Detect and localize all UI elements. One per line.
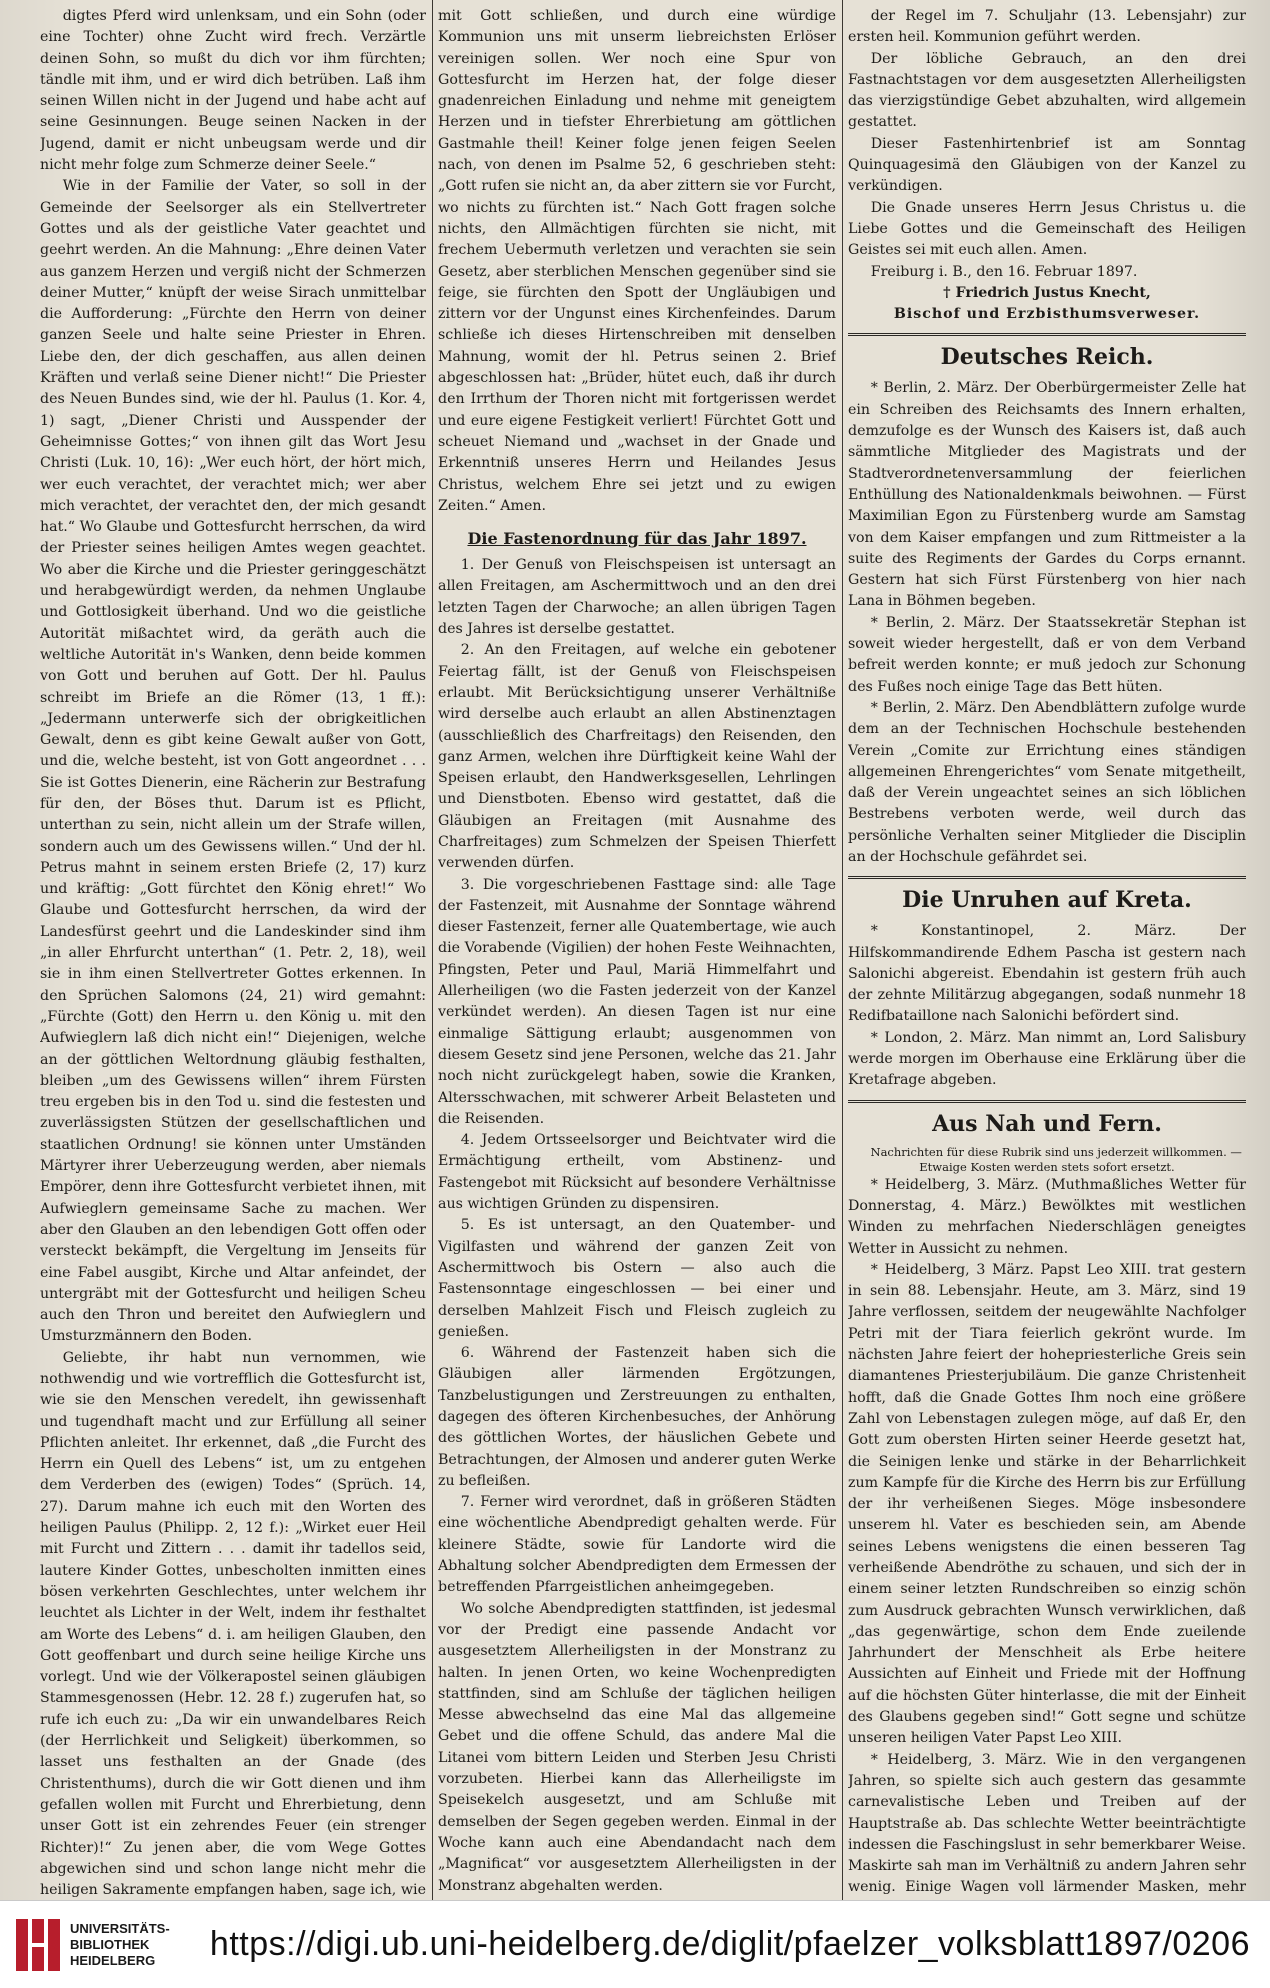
hirtenbrief-close bbox=[848, 6, 1246, 262]
nah-und-fern-note: Nachrichten für diese Rubrik sind uns jederzeit willkommen. — Etwaige Kosten werden stets sofort ersetzt. bbox=[870, 1144, 1242, 1174]
paragraph: 7. Ferner wird verordnet, daß in größeren Städten eine wöchentliche Abendpredigt gehalten werde. Für kleinere Städte, sowie für Landorte wird die Abhaltung solcher Abendpredigten dem Ermessen der betreffenden Pfarrgeistlichen anheimgegeben. bbox=[438, 1494, 836, 1596]
paragraph: Dieser Fastenhirtenbrief ist am Sonntag Quinquagesimä den Gläubigen von der Kanzel zu verkündigen. bbox=[848, 135, 1246, 195]
paragraph: Geliebte, ihr habt nun vernommen, wie nothwendig und wie vortrefflich die Gottesfurcht ist, wie sie den Menschen veredelt, ihn gewissenhaft und tugendhaft macht und zur Erfüllung all seiner Pflichten anleitet. Ihr erkennet, daß „die Furcht des Herrn ein Quell des Lebens“ ist, um zu entgehen dem Verderben des (ewigen) Todes“ (Sprüch. 14, 27). Darum mahne ich euch mit den Worten des heiligen Paulus (Philipp. 2, 12 f.): „Wirket euer Heil mit Furcht und Zittern . . . damit ihr tadellos seid, lautere Kinder Gottes, unbescholten inmitten eines bösen verkehrten Geschlechtes, unter welchem ihr leuchtet als Lichter in der Welt, indem ihr festhaltet am Worte des Lebens“ d. i. am heiligen Glauben, den Gott geoffenbart und durch seine heilige Kirche uns vorlegt. Und wie der Völkerapostel seinen gläubigen Stammesgenossen (Hebr. 12. 28 f.) zugerufen hat, so rufe ich euch zu: „Da wir ein unwandelbares Reich (der Herrlichkeit und Seligkeit) überkommen, so lasset uns festhalten an der Gnade (des Christenthums), durch die wir Gott dienen und ihm gefallen wollen mit Furcht und Ehrerbietung, denn unser Gott ist ein zehrendes Feuer (ein strenger Richter)!“ Zu jenen aber, die vom Wege Gottes abgewichen sind und schon lange nicht mehr die heiligen Sakramente empfangen haben, sage ich, wie bbox=[40, 1349, 426, 1899]
signature-title: Bischof und Erzbisthumsverweser. bbox=[893, 306, 1201, 323]
paragraph: Wie in der Familie der Vater, so soll in der Gemeinde der Seelsorger als ein Stellvertreter Gottes und als der geistliche Vater geachtet und geehrt werden. An die Mahnung: „Ehre deinen Vater aus ganzem Herzen und vergiß nicht der Schmerzen deiner Mutter,“ knüpft der weise Sirach unmittelbar die Aufforderung: „Fürchte den Herrn von deiner ganzen Seele und halte seine Priester in Ehren. Liebe den, der dich geschaffen, aus allen deinen Kräften und verlaß seine Diener nicht!“ Die Priester des Neuen Bundes sind, wie der hl. Paulus (1. Kor. 4, 1) sagt, „Diener Christi und Ausspender der Geheimnisse Gottes;“ von ihnen gilt das Wort Jesu Christi (Luk. 10, 16): „Wer euch hört, der hört mich, wer euch verachtet, der verachtet mich; wer aber mich verachtet, der verachtet den, der mich gesandt hat.“ Wo Glaube und Gottesfurcht herrschen, da wird der Priester seines heiligen Amtes wegen geachtet. Wo aber die Kirche und die Priester geringgeschätzt und herabgewürdigt werden, da nehmen Unglaube und Gottlosigkeit überhand. Und wo die geistliche Autorität mißachtet wird, da geräth auch die weltliche Autorität in's Wanken, denn beide kommen von Gott und beruhen auf Gott. Der hl. Paulus schreibt im Briefe an die Römer (13, 1 ff.): „Jedermann unterwerfe sich der obrigkeitlichen Gewalt, denn es gibt keine Gewalt außer von Gott, und die, welche besteht, ist von Gott angeordnet . . . Sie ist Gottes Dienerin, eine Rächerin zur Bestrafung für den, der Böses thut. Darum ist es Pflicht, unterthan zu sein, nicht allein um der Strafe willen, sondern auch um des Gewissens willen.“ Und der hl. Petrus mahnt in seinem ersten Briefe (2, 17) kurz und kräftig: „Gott fürchtet den König ehret!“ Wo Glaube und Gottesfurcht herrschen, da wird der Landesfürst geehrt und die Landeskinder sind ihm „in aller Ehrfurcht unterthan“ (1. Petr. 2, 18), weil sie in ihm einen Stellvertreter Gottes erkennen. In den Sprüchen Salomons (24, 21) wird gemahnt: „Fürchte (Gott) den Herrn u. den König u. mit den Aufwieglern laß dich nicht ein!“ Diejenigen, welche an der göttlichen Weltordnung gläubig festhalten, bleiben „um des Gewissens willen“ ihrem Fürsten treu ergeben bis in den Tod u. sind die festesten und zuverlässigsten Stützen der gesellschaftlichen und staatlichen Ordnung! sie können unter Umständen Märtyrer ihrer Ueberzeugung werden, aber niemals Empörer, denn ihre Gottesfurcht verbietet ihnen, mit Aufwieglern gemeinsame Sache zu machen. Wer aber den Glauben an den lebendigen Gott offen oder versteckt bekämpft, die Vergeltung im Jenseits für eine Fabel ausgibt, Kirche und Altar anfeindet, der untergräbt mit der Gottesfurcht und heiligen Scheu auch den Thron und bereitet den Aufwieglern und Umsturzmännern den Boden. bbox=[40, 178, 426, 1345]
deutsches-reich-heading: Deutsches Reich. bbox=[848, 333, 1246, 372]
column-2 bbox=[438, 6, 836, 1900]
paragraph: Die Gnade unseres Herrn Jesus Christus u. die Liebe Gottes und die Gemeinschaft des Heiligen Geistes sei mit euch allen. Amen. bbox=[848, 199, 1246, 259]
paragraph: * Konstantinopel, 2. März. Der Hilfskommandirende Edhem Pascha ist gestern nach Salonichi abgereist. Ebendahin ist gestern früh auch der zehnte Militärzug abgegangen, sodaß nunmehr 18 Redifbataillone nach Salonichi befördert sind. bbox=[848, 923, 1246, 1025]
column-3 bbox=[848, 6, 1246, 1900]
paragraph: 3. Die vorgeschriebenen Fasttage sind: alle Tage der Fastenzeit, mit Ausnahme der Sonntage während dieser Fastenzeit, ferner alle Quatembertage, wie auch die Vorabende (Vigilien) der hohen Feste Weihnachten, Pfingsten, Peter und Paul, Mariä Himmelfahrt und Allerheiligen (wo die Fasten jederzeit von der Kanzel verkündet werden). An diesen Tagen ist nur eine einmalige Sättigung erlaubt; ausgenommen von diesem Gesetz sind jene Personen, welche das 21. Jahr noch nicht zurückgelegt haben, sowie die Kranken, Altersschwachen, mit schwerer Arbeit Belasteten und die Reisenden. bbox=[438, 876, 836, 1127]
paragraph: * Berlin, 2. März. Der Oberbürgermeister Zelle hat ein Schreiben des Reichsamts des Innern erhalten, demzufolge es der Wunsch des Kaisers ist, daß auch sämmtliche Mitglieder des Magistrats und der Stadtverordnetenversammlung der feierlichen Enthüllung des Nationaldenkmals beiwohnen. — Fürst Maximilian Egon zu Fürstenberg wurde am Samstag von dem Kaiser empfangen und zum Rittmeister a la suite des Regiments der Gardes du Corps ernannt. Gestern hat sich Fürst Fürstenberg von hier nach Lana in Böhmen begeben. bbox=[848, 380, 1246, 610]
nah-und-fern-heading: Aus Nah und Fern. bbox=[848, 1100, 1246, 1139]
signature-name: † Friedrich Justus Knecht, bbox=[943, 284, 1151, 301]
kreta-heading: Die Unruhen auf Kreta. bbox=[848, 876, 1246, 915]
dateline: Freiburg i. B., den 16. Februar 1897. bbox=[870, 263, 1138, 280]
paragraph: * Heidelberg, 3. März. Wie in den vergangenen Jahren, so spielte sich auch gestern das gesammte carnevalistische Leben und Treiben auf der Hauptstraße ab. Das schlechte Wetter beeinträchtigte indessen die Faschingslust in sehr bemerkbarer Weise. Maskirte sah man im Verhältniß zu andern Jahren sehr wenig. Einige Wagen voll lärmender Masken, mehr bbox=[848, 1751, 1246, 1896]
paragraph: Wo solche Abendpredigten stattfinden, ist jedesmal vor der Predigt eine passende Andacht vor ausgesetztem Allerheiligsten in der Monstranz zu halten. In jenen Orten, wo keine Wochenpredigten stattfinden, sind am Schluße der täglichen heiligen Messe abwechselnd das eine Mal das allgemeine Gebet und die offene Schuld, das andere Mal die Litanei vom bittern Leiden und Sterben Jesu Christi vorzubeten. Hierbei kann das Allerheiligste im Speisekelch ausgesetzt, und am Schluße mit demselben der Segen gegeben werden. Einmal in der Woche kann auch eine Abendandacht nach dem „Magnificat“ vor ausgesetztem Allerheiligsten in der Monstranz abgehalten werden. bbox=[438, 1600, 836, 1894]
university-library-logo[interactable] bbox=[16, 1915, 170, 1975]
viewer-footer bbox=[0, 1900, 1270, 1988]
paragraph: 1. Der Genuß von Fleischspeisen ist untersagt an allen Freitagen, am Aschermittwoch und an den drei letzten Tagen der Charwoche; an allen übrigen Tagen des Jahres ist derselbe gestattet. bbox=[438, 557, 836, 638]
paragraph: 5. Es ist untersagt, an den Quatember- und Vigilfasten und während der ganzen Zeit von Aschermittwoch bis Ostern — also auch die Fastensonntage eingeschlossen — bei einer und derselben Mahlzeit Fisch und Fleisch zugleich zu genießen. bbox=[438, 1217, 836, 1340]
column-divider bbox=[432, 0, 433, 1900]
paragraph: * Heidelberg, 3 März. Papst Leo XIII. trat gestern in sein 88. Lebensjahr. Heute, am 3. März, sind 19 Jahre verflossen, seitdem der neugewählte Nachfolger Petri mit der Tiara feierlich gekrönt wurde. Im nächsten Jahre feiert der hohepriesterliche Greis sein diamantenes Priesterjubiläum. Die ganze Christenheit hofft, daß die Gnade Gottes Ihm noch eine größere Zahl von Lebenstagen zulegen möge, auf daß Er, den Gott zum obersten Hirten seiner Heerde gesetzt hat, die Seinigen lenke und stärke in der Beharrlichkeit zum Kampfe für die Kirche des Herrn bis zur Erfüllung der ihr verheißenen Sieges. Möge insbesondere unserem hl. Vater es beschieden sein, am Abende seines Lebens wenigstens die einen besseren Tag verheißende Abendröthe zu schauen, und sich der in einem seiner letzten Rundschreiben so einzig schön zum Ausdruck gebrachten Wunsch verwirklichen, daß „das gegenwärtige, schon dem Ende zueilende Jahrhundert der Menschheit als Erbe heitere Aussichten auf Einheit und Friede mit der Hoffnung auf die höchsten Güter hinterlasse, die mit der Einheit des Glaubens gegeben sind!“ Gott segne und schütze unseren heiligen Vater Papst Leo XIII. bbox=[848, 1261, 1246, 1747]
paragraph: Der löbliche Gebrauch, an den drei Fastnachtstagen vor dem ausgesetzten Allerheiligsten das vierzigstündige Gebet abzuhalten, wird allgemein gestattet. bbox=[848, 50, 1246, 131]
fastenordnung-body bbox=[438, 555, 836, 1900]
column-divider bbox=[842, 0, 843, 1900]
library-name: UNIVERSITÄTS- BIBLIOTHEK HEIDELBERG bbox=[70, 1920, 170, 1968]
kreta-body bbox=[848, 921, 1246, 1091]
deutsches-reich-body bbox=[848, 378, 1246, 868]
permalink-url[interactable]: https://digi.ub.uni-heidelberg.de/diglit/pfaelzer_volksblatt1897/0206 bbox=[209, 1925, 1250, 1963]
fastenordnung-heading: Die Fastenordnung für das Jahr 1897. bbox=[467, 529, 807, 549]
paragraph: der Regel im 7. Schuljahr (13. Lebensjahr) zur ersten heil. Kommunion geführt werden. bbox=[848, 8, 1246, 46]
paragraph: * London, 2. März. Man nimmt an, Lord Salisbury werde morgen im Oberhause eine Erklärung über die Kretafrage abgeben. bbox=[848, 1029, 1246, 1089]
paragraph: * Berlin, 2. März. Den Abendblättern zufolge wurde dem an der Technischen Hochschule bestehenden Verein „Comite zur Errichtung eines ständigen allgemeinen Ehrengerichtes“ vom Senate mitgetheilt, daß der Verein ungeachtet seines an sich löblichen Bestrebens verboten werde, weil durch das persönliche Verhalten seiner Mitglieder die Disciplin an der Hochschule gefährdet sei. bbox=[848, 699, 1246, 865]
paragraph: digtes Pferd wird unlenksam, und ein Sohn (oder eine Tochter) ohne Zucht wird frech. Verzärtle deinen Sohn, so mußt du dich vor ihm fürchten; tändle mit ihm, und er wird dich betrüben. Laß ihm seinen Willen nicht in der Jugend und habe acht auf seine Gesinnungen. Beuge seinen Nacken in der Jugend, damit er nicht unbeugsam werde und dir nicht mehr folge zum Schmerze deiner Seele.“ bbox=[40, 8, 426, 174]
column-1 bbox=[40, 6, 426, 1900]
library-emblem-icon bbox=[16, 1919, 60, 1971]
paragraph: 6. Während der Fastenzeit haben sich die Gläubigen aller lärmenden Ergötzungen, Tanzbelustigungen und Zerstreuungen zu enthalten, dagegen des öfteren Kirchenbesuches, der Anhörung des göttlichen Wortes, der häuslichen Gebete und Betrachtungen, der Almosen und anderer guten Werke zu befleißen. bbox=[438, 1345, 836, 1489]
paragraph: * Berlin, 2. März. Der Staatssekretär Stephan ist soweit wieder hergestellt, daß er von dem Verband befreit werden konnte; er muß jedoch zur Schonung des Fußes noch einige Tage das Bett hüten. bbox=[848, 614, 1246, 695]
paragraph: 4. Jedem Ortsseelsorger und Beichtvater wird die Ermächtigung ertheilt, vom Abstinenz- und Fastengebot mit Rücksicht auf besondere Verhältnisse aus wichtigen Gründen zu dispensiren. bbox=[438, 1132, 836, 1213]
nah-und-fern-body bbox=[848, 1175, 1246, 1900]
column-2-intro: mit Gott schließen, und durch eine würdige Kommunion uns mit unserm liebreichsten Erlöser vereinigen sollen. Wer noch eine Spur von Gottesfurcht im Herzen hat, der folge dieser gnadenreichen Einladung und nehme mit geneigtem Herzen und in tiefster Ehrerbietung am göttlichen Gastmahle theil! Keiner folge jenen feigen Seelen nach, von denen im Psalme 52, 6 geschrieben steht: „Gott rufen sie nicht an, da aber zittern sie vor Furcht, wo nichts zu fürchten ist.“ Nach Gott fragen solche nichts, den Allmächtigen fürchten sie nicht, mit frechem Uebermuth verletzen und verachten sie sein Gesetz, aber sterblichen Menschen gegenüber sind sie feige, sie fürchten den Spott der Ungläubigen und zittern vor der Ungunst eines Kirchenfeindes. Darum schließe ich dieses Hirtenschreiben mit denselben Mahnung, womit der hl. Petrus seinen 2. Brief abgeschlossen hat: „Brüder, hütet euch, daß ihr durch den Irrthum der Thoren nicht mit fortgerissen werdet und eure eigene Festigkeit verliert! Fürchtet Gott und scheuet Niemand und „wachset in der Gnade und Erkenntniß unseres Herrn und Heilandes Jesus Christus, welchem Ehre sei jetzt und zu ewigen Zeiten.“ Amen. bbox=[438, 8, 836, 514]
paragraph: 2. An den Freitagen, auf welche ein gebotener Feiertag fällt, ist der Genuß von Fleischspeisen erlaubt. Mit Berücksichtigung unserer Verhältniße wird derselbe auch erlaubt an allen Abstinenztagen (ausschließlich des Charfreitags) den Reisenden, den ganz Armen, welchen ihre Dürftigkeit keine Wahl der Speisen erlaubt, den Handwerksgesellen, Lehrlingen und Dienstboten. Ebenso wird gestattet, daß die Gläubigen an Freitagen (mit Ausnahme des Charfreitages) zum Schmelzen der Speisen Thierfett verwenden dürfen. bbox=[438, 642, 836, 872]
paragraph: * Heidelberg, 3. März. (Muthmaßliches Wetter für Donnerstag, 4. März.) Bewölktes mit westlichen Winden zu mehrfachen Niederschlägen geneigtes Wetter in Aussicht zu nehmen. bbox=[848, 1176, 1246, 1257]
